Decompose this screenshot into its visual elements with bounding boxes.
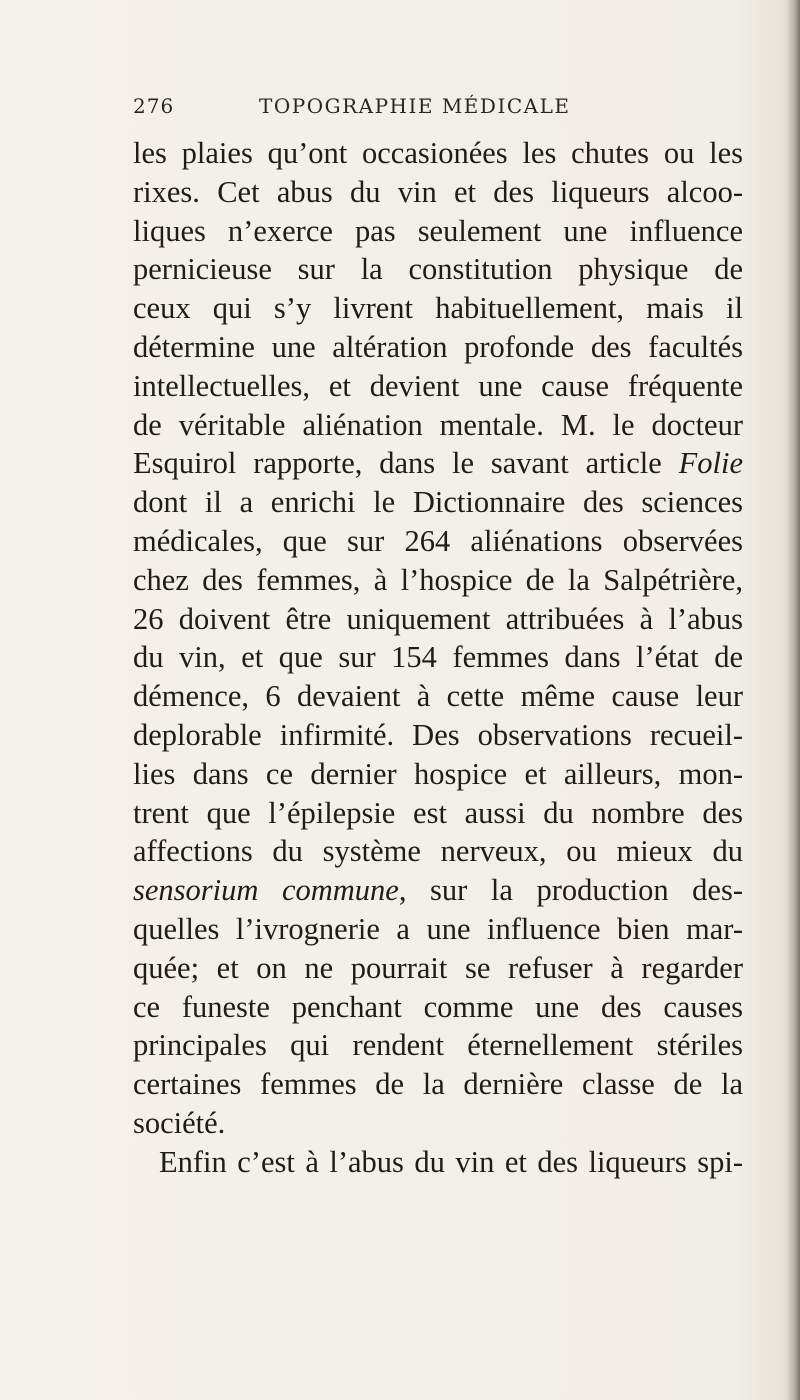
italic-sensorium-commune: sensorium commune [133, 873, 399, 908]
text-line: ceux qui s’y livrent habituellement, mais il [133, 291, 743, 326]
page-edge-shadow [786, 0, 800, 1400]
text-line: deplorable infirmité. Des observations recueil- [133, 717, 743, 752]
text-line: du vin, et que sur 154 femmes dans l’état de [133, 640, 743, 675]
text-line: les plaies qu’ont occasionées les chutes ou les [133, 136, 743, 170]
italic-title-folie: Folie [678, 446, 743, 481]
text-line: intellectuelles, et devient une cause fréquente [133, 368, 743, 403]
text-line: 26 doivent être uniquement attribuées à l’abus [133, 601, 743, 636]
text-line: médicales, que sur 264 aliénations observées [133, 523, 743, 558]
paragraph-end-line: société. [133, 1105, 226, 1140]
text-line: quée; et on ne pourrait se refuser à regarder [133, 950, 743, 985]
running-title: TOPOGRAPHIE MÉDICALE [259, 94, 571, 118]
paragraph-start-line: Enfin c’est à l’abus du vin et des liqueurs spi- [159, 1144, 743, 1179]
running-head [133, 94, 733, 124]
text-line: Esquirol rapporte, dans le savant article Folie [133, 446, 743, 481]
text-line: rixes. Cet abus du vin et des liqueurs alcoo- [133, 174, 743, 209]
text-line: lies dans ce dernier hospice et ailleurs, mon- [133, 756, 743, 791]
text-line: sensorium commune, sur la production des- [133, 873, 743, 908]
text-line: principales qui rendent éternellement stériles [133, 1028, 743, 1063]
text-line: dont il a enrichi le Dictionnaire des sciences [133, 485, 743, 520]
text-line: démence, 6 devaient à cette même cause leur [133, 679, 743, 714]
text-line: quelles l’ivrognerie a une influence bien mar- [133, 911, 743, 946]
page-number: 276 [133, 94, 175, 118]
text-line: pernicieuse sur la constitution physique de [133, 252, 743, 287]
text-line: chez des femmes, à l’hospice de la Salpétrière, [133, 562, 743, 597]
text-line: certaines femmes de la dernière classe de la [133, 1067, 743, 1102]
text-line: détermine une altération profonde des facultés [133, 329, 743, 364]
text-line: trent que l’épilepsie est aussi du nombre des [133, 795, 743, 830]
body-text [133, 134, 743, 1182]
text-line: ce funeste penchant comme une des causes [133, 989, 743, 1024]
text-line: liques n’exerce pas seulement une influence [133, 213, 743, 248]
text-line: affections du système nerveux, ou mieux du [133, 834, 743, 869]
text-line: de véritable aliénation mentale. M. le docteur [133, 407, 743, 442]
